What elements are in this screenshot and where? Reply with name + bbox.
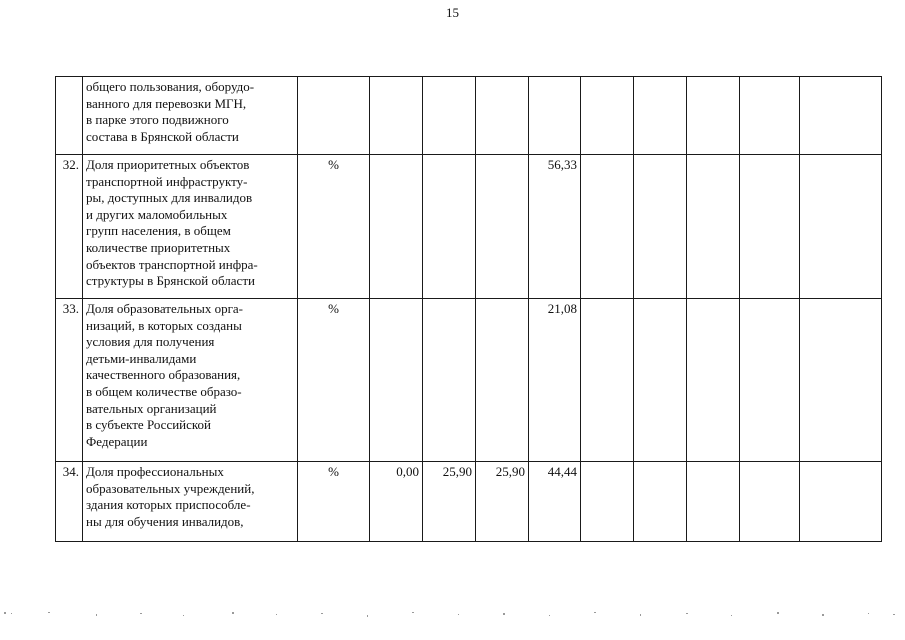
value-cell [370, 155, 423, 299]
value-cell [476, 299, 529, 462]
indicator-name: Доля профессиональных образовательных учреждений, здания которых приспособле- ны для обучения инвалидов, [86, 464, 255, 529]
value-cell [800, 77, 882, 155]
row-number-cell: 33. [56, 299, 83, 462]
value-cell [634, 77, 687, 155]
row-number-cell [56, 77, 83, 155]
value-cell [740, 462, 800, 542]
value-cell [687, 155, 740, 299]
value-cell: 56,33 [529, 155, 581, 299]
unit-cell: % [298, 155, 370, 299]
page-number: 15 [446, 5, 459, 20]
unit-cell: % [298, 299, 370, 462]
value-cell [370, 77, 423, 155]
indicator-name: общего пользования, оборудо- ванного для перевозки МГН, в парке этого подвижного состава в Брянской области [86, 79, 255, 144]
value-cell [687, 77, 740, 155]
indicator-name-cell [83, 462, 298, 542]
indicators-table [55, 76, 882, 542]
value-cell [476, 155, 529, 299]
value-cell [581, 299, 634, 462]
indicator-name-cell [83, 155, 298, 299]
table-row [56, 462, 882, 542]
value-cell [581, 77, 634, 155]
value-cell: 44,44 [529, 462, 581, 542]
unit-cell [298, 77, 370, 155]
value-cell [687, 299, 740, 462]
value-cell: 0,00 [370, 462, 423, 542]
indicator-name: Доля образовательных орга- низаций, в которых созданы условия для получения детьми-инвалидами качественного образования, в общем количестве образо- вательных организаций в субъекте Российской Федерации [86, 301, 243, 449]
value-cell [634, 299, 687, 462]
value-cell [581, 155, 634, 299]
row-number-cell: 34. [56, 462, 83, 542]
value-cell [687, 462, 740, 542]
value-cell: 25,90 [476, 462, 529, 542]
value-cell: 21,08 [529, 299, 581, 462]
value-cell [740, 299, 800, 462]
value-cell [529, 77, 581, 155]
value-cell [800, 462, 882, 542]
row-number-cell: 32. [56, 155, 83, 299]
unit-cell: % [298, 462, 370, 542]
value-cell: 25,90 [423, 462, 476, 542]
indicator-name-cell [83, 77, 298, 155]
scan-artifact-dots [0, 604, 905, 634]
indicator-name-cell [83, 299, 298, 462]
value-cell [423, 77, 476, 155]
value-cell [423, 155, 476, 299]
table-row [56, 77, 882, 155]
value-cell [740, 77, 800, 155]
value-cell [740, 155, 800, 299]
table-row [56, 299, 882, 462]
value-cell [423, 299, 476, 462]
table-row [56, 155, 882, 299]
value-cell [800, 155, 882, 299]
value-cell [634, 462, 687, 542]
value-cell [634, 155, 687, 299]
value-cell [370, 299, 423, 462]
value-cell [581, 462, 634, 542]
value-cell [476, 77, 529, 155]
value-cell [800, 299, 882, 462]
indicator-name: Доля приоритетных объектов транспортной инфраструкту- ры, доступных для инвалидов и других маломобильных групп населения, в общем количестве приоритетных объектов транспортной инфра- структуры в Брянской области [86, 157, 258, 289]
